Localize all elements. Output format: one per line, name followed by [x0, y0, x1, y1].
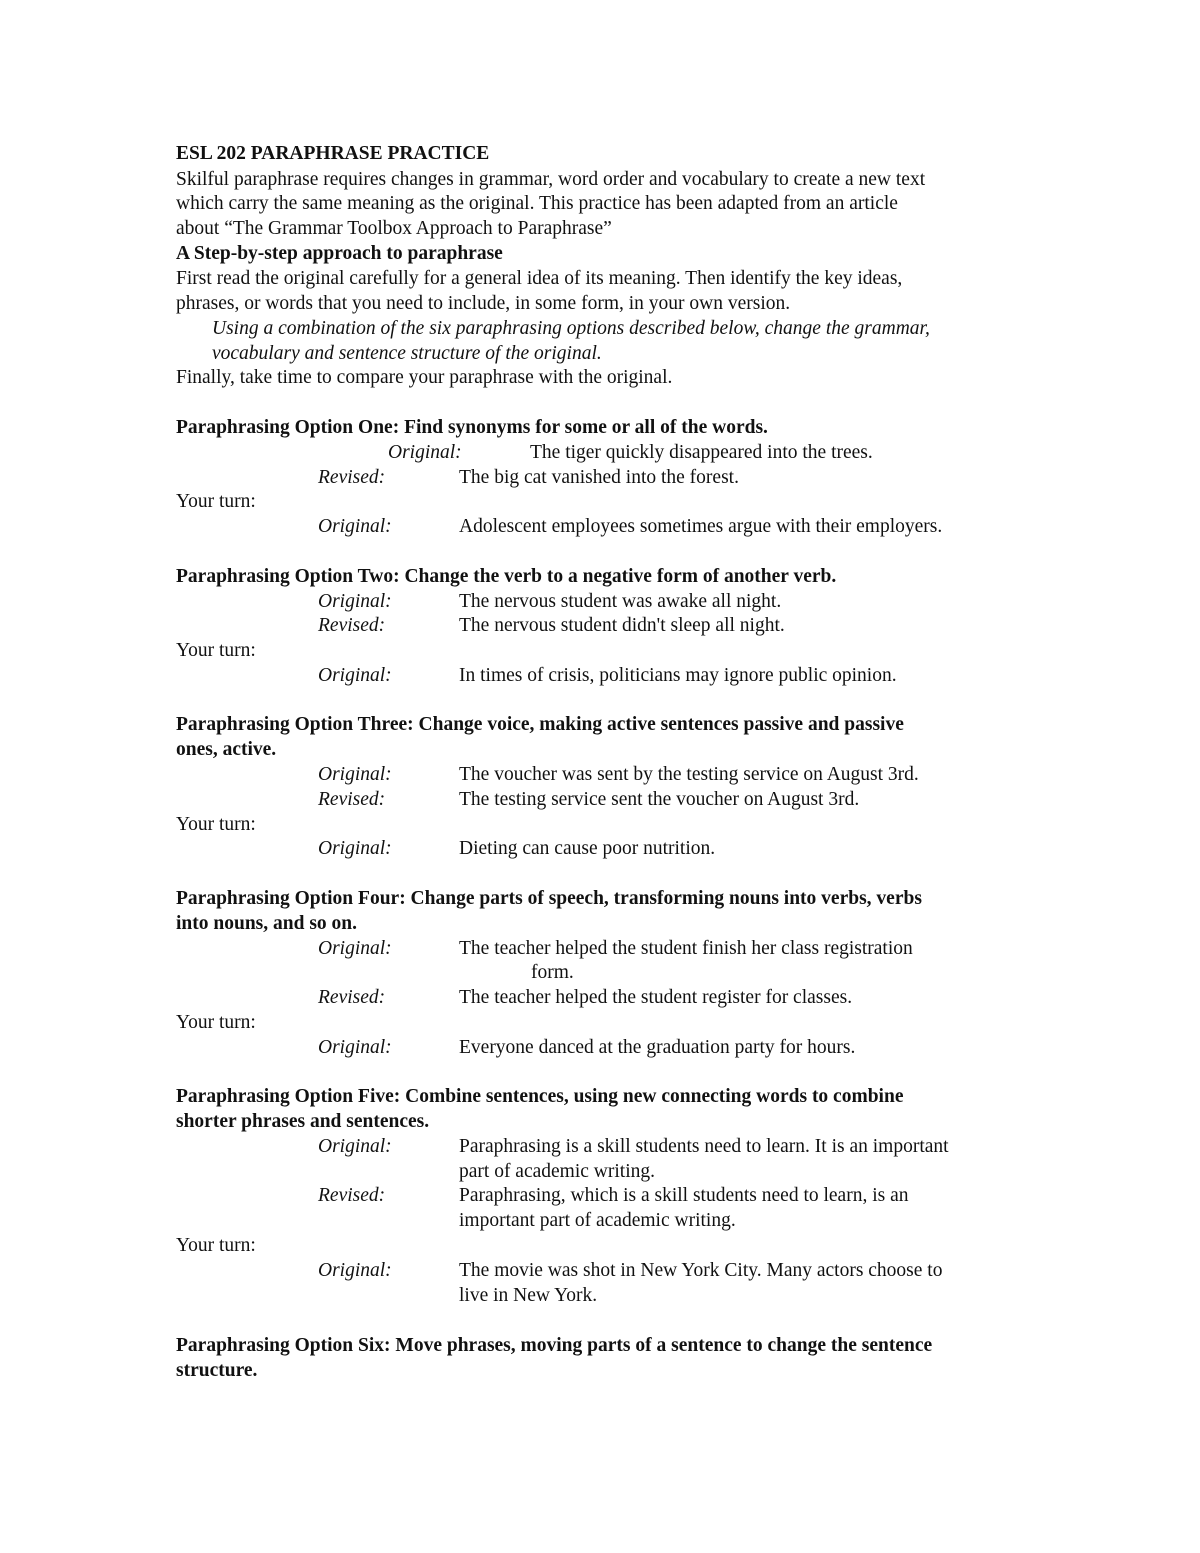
revised-sentence: important part of academic writing. — [459, 1210, 736, 1231]
intro-line: about “The Grammar Toolbox Approach to Paraphrase” — [176, 218, 612, 239]
original-sentence: The teacher helped the student finish her class registration — [459, 938, 913, 959]
original-label: Original: — [318, 591, 392, 612]
revised-sentence: The testing service sent the voucher on August 3rd. — [459, 789, 860, 810]
revised-label: Revised: — [318, 615, 386, 636]
exercise-sentence: Adolescent employees sometimes argue with their employers. — [459, 516, 943, 537]
page-title: ESL 202 PARAPHRASE PRACTICE — [176, 143, 490, 164]
your-turn-label: Your turn: — [176, 1235, 256, 1256]
revised-label: Revised: — [318, 987, 386, 1008]
option-heading: Paraphrasing Option Three: Change voice, making active sentences passive and passive — [176, 714, 904, 735]
exercise-sentence: In times of crisis, politicians may ignore public opinion. — [459, 665, 897, 686]
original-label: Original: — [318, 938, 392, 959]
step-final-line: Finally, take time to compare your paraphrase with the original. — [176, 367, 673, 388]
step-italic-line: Using a combination of the six paraphrasing options described below, change the grammar, — [212, 318, 930, 339]
option-heading: Paraphrasing Option One: Find synonyms for some or all of the words. — [176, 417, 768, 438]
step-italic-line: vocabulary and sentence structure of the original. — [212, 343, 602, 364]
option-heading: structure. — [176, 1360, 258, 1381]
your-turn-label: Your turn: — [176, 491, 256, 512]
original-label: Original: — [388, 442, 462, 463]
exercise-sentence: The movie was shot in New York City. Many actors choose to — [459, 1260, 943, 1281]
revised-sentence: The big cat vanished into the forest. — [459, 467, 739, 488]
exercise-sentence: Dieting can cause poor nutrition. — [459, 838, 716, 859]
revised-label: Revised: — [318, 789, 386, 810]
your-turn-label: Your turn: — [176, 814, 256, 835]
original-sentence: form. — [531, 962, 574, 983]
revised-sentence: The teacher helped the student register for classes. — [459, 987, 853, 1008]
original-sentence: The nervous student was awake all night. — [459, 591, 782, 612]
option-heading: Paraphrasing Option Five: Combine sentences, using new connecting words to combine — [176, 1086, 904, 1107]
intro-line: which carry the same meaning as the original. This practice has been adapted from an article — [176, 193, 898, 214]
original-label: Original: — [318, 1260, 392, 1281]
your-turn-label: Your turn: — [176, 640, 256, 661]
original-label: Original: — [318, 1136, 392, 1157]
revised-label: Revised: — [318, 1185, 386, 1206]
option-heading: Paraphrasing Option Four: Change parts of speech, transforming nouns into verbs, verbs — [176, 888, 922, 909]
exercise-sentence: Everyone danced at the graduation party for hours. — [459, 1037, 856, 1058]
revised-sentence: The nervous student didn't sleep all night. — [459, 615, 785, 636]
exercise-sentence: live in New York. — [459, 1285, 598, 1306]
your-turn-label: Your turn: — [176, 1012, 256, 1033]
original-label: Original: — [318, 665, 392, 686]
step-text-line: phrases, or words that you need to include, in some form, in your own version. — [176, 293, 791, 314]
original-label: Original: — [318, 1037, 392, 1058]
option-heading: Paraphrasing Option Six: Move phrases, moving parts of a sentence to change the sentence — [176, 1335, 933, 1356]
original-label: Original: — [318, 516, 392, 537]
original-label: Original: — [318, 838, 392, 859]
intro-line: Skilful paraphrase requires changes in grammar, word order and vocabulary to create a new text — [176, 169, 926, 190]
option-heading: ones, active. — [176, 739, 277, 760]
original-sentence: The tiger quickly disappeared into the trees. — [530, 442, 873, 463]
revised-label: Revised: — [318, 467, 386, 488]
original-label: Original: — [318, 764, 392, 785]
original-sentence: Paraphrasing is a skill students need to learn. It is an important — [459, 1136, 949, 1157]
revised-sentence: Paraphrasing, which is a skill students need to learn, is an — [459, 1185, 909, 1206]
original-sentence: part of academic writing. — [459, 1161, 655, 1182]
step-heading: A Step-by-step approach to paraphrase — [176, 243, 503, 264]
original-sentence: The voucher was sent by the testing service on August 3rd. — [459, 764, 919, 785]
option-heading: Paraphrasing Option Two: Change the verb to a negative form of another verb. — [176, 566, 837, 587]
option-heading: into nouns, and so on. — [176, 913, 358, 934]
option-heading: shorter phrases and sentences. — [176, 1111, 430, 1132]
step-text-line: First read the original carefully for a general idea of its meaning. Then identify the key ideas, — [176, 268, 903, 289]
